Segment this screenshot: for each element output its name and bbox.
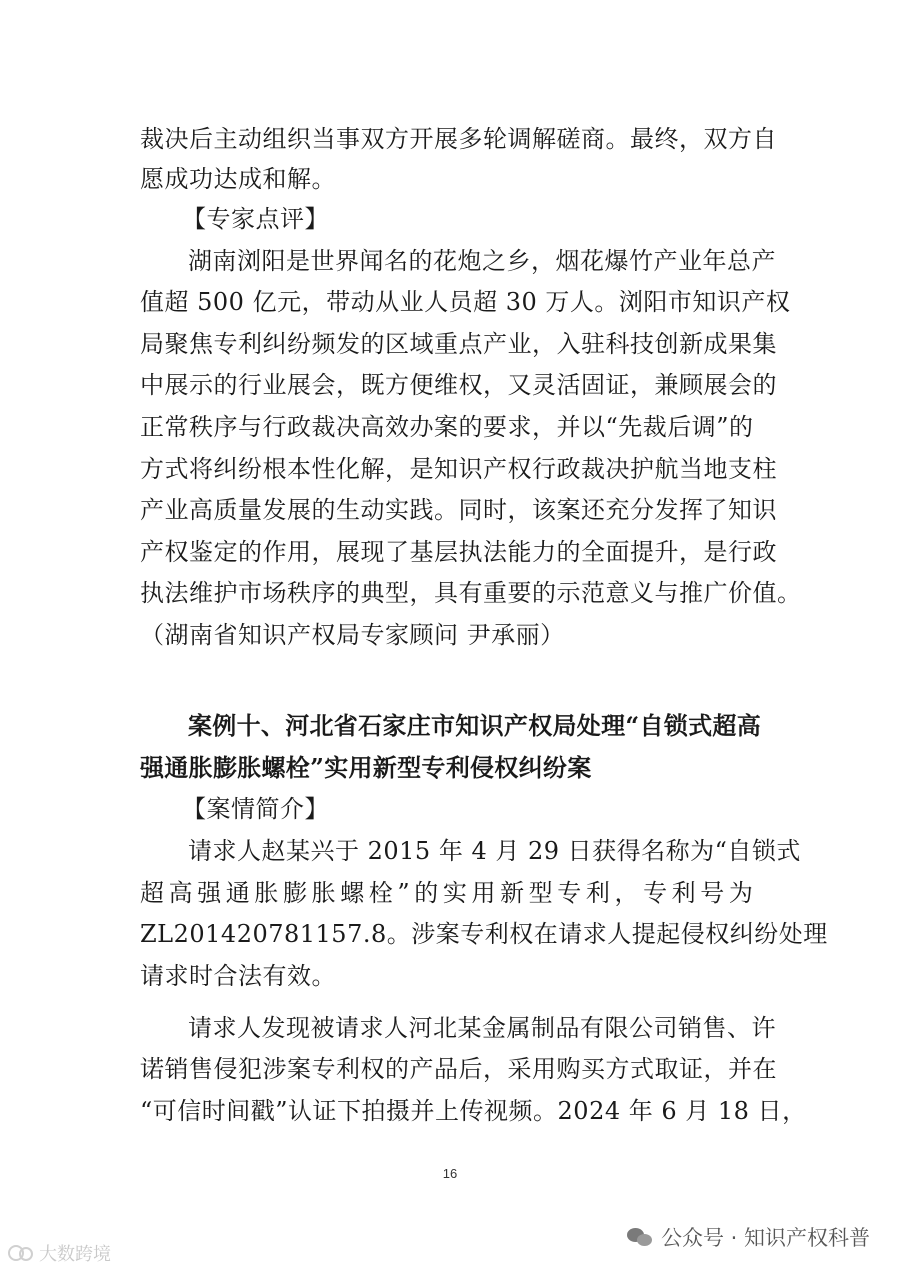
body-text-line: ZL201420781157.8。涉案专利权在请求人提起侵权纠纷处理	[140, 920, 828, 948]
section-label-case-summary: 【案情简介】	[182, 795, 329, 823]
body-text-line: 局聚焦专利纠纷频发的区域重点产业，入驻科技创新成果集	[140, 330, 777, 358]
case-heading: 案例十、河北省石家庄市知识产权局处理“自锁式超高	[188, 711, 762, 740]
body-text-line: 产业高质量发展的生动实践。同时，该案还充分发挥了知识	[140, 496, 777, 524]
wechat-account-label	[627, 1222, 870, 1252]
body-text-line: 诺销售侵犯涉案专利权的产品后，采用购买方式取证，并在	[140, 1055, 777, 1083]
body-text-line: 值超 500 亿元，带动从业人员超 30 万人。浏阳市知识产权	[140, 288, 791, 316]
body-text-line: 正常秩序与行政裁决高效办案的要求，并以“先裁后调”的	[140, 413, 754, 441]
watermark	[8, 1240, 111, 1266]
body-text-line: 裁决后主动组织当事双方开展多轮调解磋商。最终，双方自	[140, 125, 777, 153]
expert-attribution: （湖南省知识产权局专家顾问 尹承丽）	[140, 621, 565, 649]
body-text-line: 产权鉴定的作用，展现了基层执法能力的全面提升，是行政	[140, 538, 777, 566]
body-text-line: 请求时合法有效。	[140, 962, 336, 990]
wechat-icon	[627, 1226, 653, 1248]
body-text-line: 中展示的行业展会，既方便维权，又灵活固证，兼顾展会的	[140, 371, 777, 399]
body-text-line: 请求人赵某兴于 2015 年 4 月 29 日获得名称为“自锁式	[188, 837, 801, 865]
watermark-logo-icon	[8, 1243, 34, 1263]
body-text-line: 执法维护市场秩序的典型，具有重要的示范意义与推广价值。	[140, 579, 802, 607]
body-text-line: 请求人发现被请求人河北某金属制品有限公司销售、许	[188, 1014, 776, 1042]
body-text-line: 超高强通胀膨胀螺栓”的实用新型专利，专利号为	[140, 879, 758, 907]
body-text-line: 愿成功达成和解。	[140, 165, 336, 193]
wechat-account-text: 公众号 · 知识产权科普	[660, 1226, 870, 1250]
watermark-text: 大数跨境	[39, 1244, 111, 1265]
body-text-line: 湖南浏阳是世界闻名的花炮之乡，烟花爆竹产业年总产	[188, 247, 776, 275]
page-number: 16	[442, 1166, 458, 1181]
body-text-line: “可信时间戳”认证下拍摄并上传视频。2024 年 6 月 18 日，	[140, 1097, 807, 1125]
body-text-line: 方式将纠纷根本性化解，是知识产权行政裁决护航当地支柱	[140, 455, 777, 483]
section-label-expert-review: 【专家点评】	[182, 205, 329, 233]
case-heading: 强通胀膨胀螺栓”实用新型专利侵权纠纷案	[140, 753, 592, 782]
